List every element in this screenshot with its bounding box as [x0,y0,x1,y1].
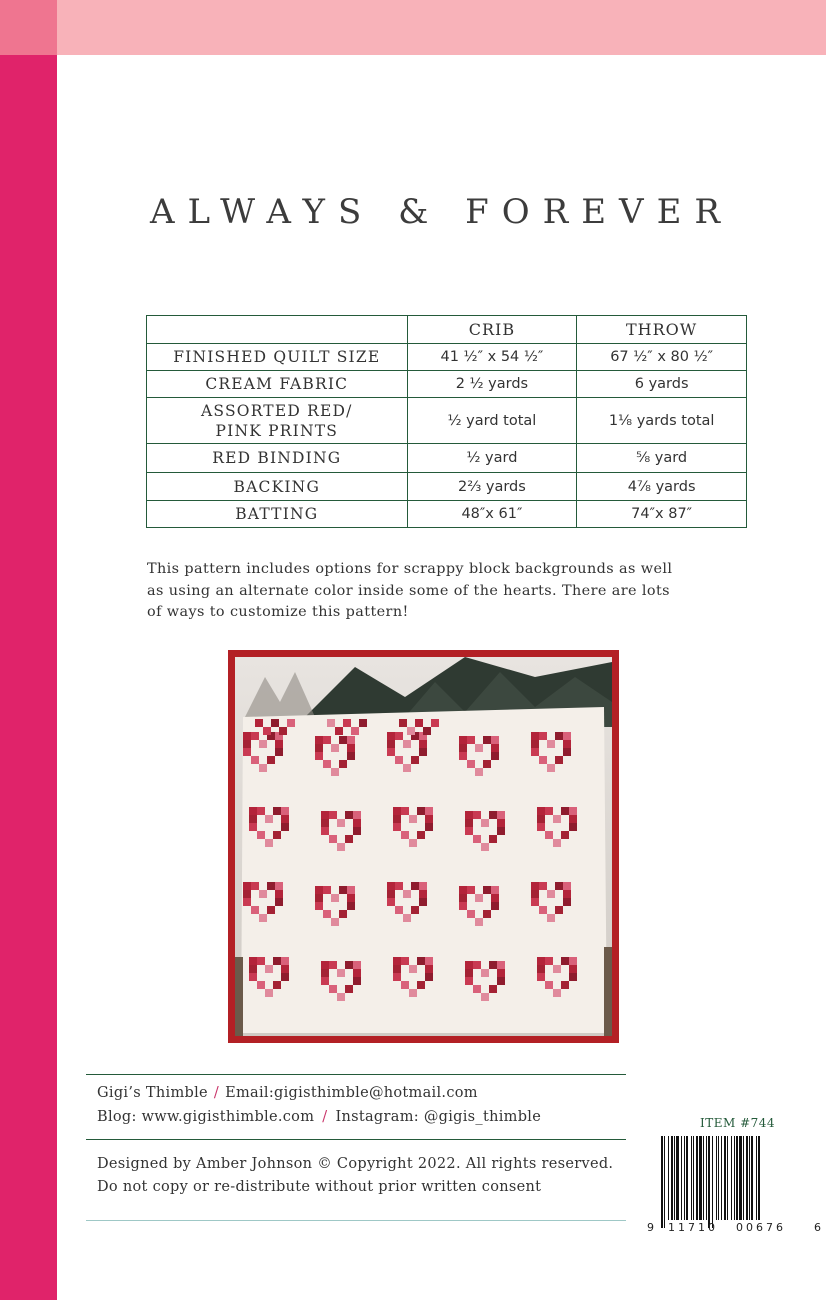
barcode-bar [696,1136,698,1220]
crib-value: ½ yard total [407,398,577,444]
row-label [147,398,408,444]
barcode-bar [691,1136,692,1220]
instagram-link[interactable]: Instagram: @gigis_thimble [335,1109,542,1125]
throw-value: 6 yards [577,371,747,398]
barcode-bar [684,1136,685,1220]
row-label: FINISHED QUILT SIZE [147,344,408,371]
top-left-color-block [0,0,57,55]
barcode-bar [664,1136,665,1228]
barcode-bar [693,1136,694,1220]
barcode-bar [716,1136,717,1220]
table-header-row [147,316,747,344]
barcode-bar [743,1136,744,1220]
barcode-digits: 00676 [736,1221,786,1234]
throw-value: 74″x 87″ [577,501,747,528]
item-number: ITEM #744 [700,1116,776,1130]
table-row [147,473,747,501]
barcode-bar [708,1136,710,1228]
pattern-description [147,559,707,624]
barcode-bar [727,1136,728,1220]
barcode-bar [712,1136,713,1228]
table-row [147,344,747,371]
divider-light [86,1220,626,1221]
row-label: RED BINDING [147,444,408,473]
barcode-bar [671,1136,673,1220]
crib-value: 41 ½″ x 54 ½″ [407,344,577,371]
quilt-illustration [235,657,612,1036]
crib-value: ½ yard [407,444,577,473]
divider [86,1139,626,1140]
blog-link[interactable]: Blog: www.gigisthimble.com [97,1109,315,1125]
left-color-band [0,55,57,1300]
pattern-title: ALWAYS & FOREVER [149,192,734,232]
fabric-requirements-table [146,315,747,528]
barcode-bar [706,1136,707,1220]
top-color-band [57,0,826,55]
throw-value: ⅝ yard [577,444,747,473]
email-link[interactable]: Email:gigisthimble@hotmail.com [225,1085,478,1101]
fence-post [235,957,243,1036]
copyright-line: Do not copy or re-distribute without prior written consent [97,1179,542,1195]
barcode-bar [681,1136,682,1220]
description-line: This pattern includes options for scrappy block backgrounds as well [147,561,673,577]
table-row [147,444,747,473]
crib-value: 2⅔ yards [407,473,577,501]
quilt-photo [235,657,612,1036]
divider [86,1074,626,1075]
barcode-bar [749,1136,750,1220]
barcode-bar [724,1136,726,1220]
barcode-bar [674,1136,675,1220]
row-label: BATTING [147,501,408,528]
table-header-crib: CRIB [407,316,577,344]
quilt-photo-frame [228,650,619,1043]
barcode-bar [751,1136,753,1220]
company-name: Gigi’s Thimble [97,1085,208,1101]
table-header-blank [147,316,408,344]
table-header-throw: THROW [577,316,747,344]
description-line: of ways to customize this pattern! [147,604,409,620]
separator: / [213,1085,220,1101]
barcode-bar [736,1136,738,1220]
barcode-bar [703,1136,704,1220]
barcode-digit: 9 [647,1221,654,1234]
row-label: CREAM FABRIC [147,371,408,398]
barcode-bar [746,1136,748,1220]
barcode-bar [686,1136,688,1220]
barcode-digit: 6 [814,1221,821,1234]
barcode-bar [676,1136,679,1220]
throw-value: 1⅛ yards total [577,398,747,444]
table-row [147,371,747,398]
throw-value: 4⅞ yards [577,473,747,501]
barcode-bar [668,1136,669,1220]
barcode-bar [739,1136,742,1220]
barcode-bar [756,1136,757,1220]
table-row [147,398,747,444]
barcode-bar [731,1136,732,1220]
barcode-bar [699,1136,702,1220]
barcode-bar [734,1136,735,1220]
row-label: BACKING [147,473,408,501]
barcode-bar [721,1136,722,1220]
barcode-bar [718,1136,719,1220]
table-row [147,501,747,528]
throw-value: 67 ½″ x 80 ½″ [577,344,747,371]
row-label-line: ASSORTED RED/ [201,401,353,420]
copyright-notice [97,1153,637,1199]
barcode-bar [758,1136,760,1220]
separator: / [322,1109,328,1125]
copyright-line: Designed by Amber Johnson © Copyright 2022. All rights reserved. [97,1156,614,1172]
contact-line-1 [97,1085,478,1101]
row-label-line: PINK PRINTS [215,421,339,440]
crib-value: 2 ½ yards [407,371,577,398]
contact-line-2 [97,1109,541,1125]
crib-value: 48″x 61″ [407,501,577,528]
barcode-bar [661,1136,663,1228]
fence-post [604,947,612,1036]
barcode-digits: 11710 [668,1221,718,1234]
description-line: as using an alternate color inside some of the hearts. There are lots [147,582,670,599]
